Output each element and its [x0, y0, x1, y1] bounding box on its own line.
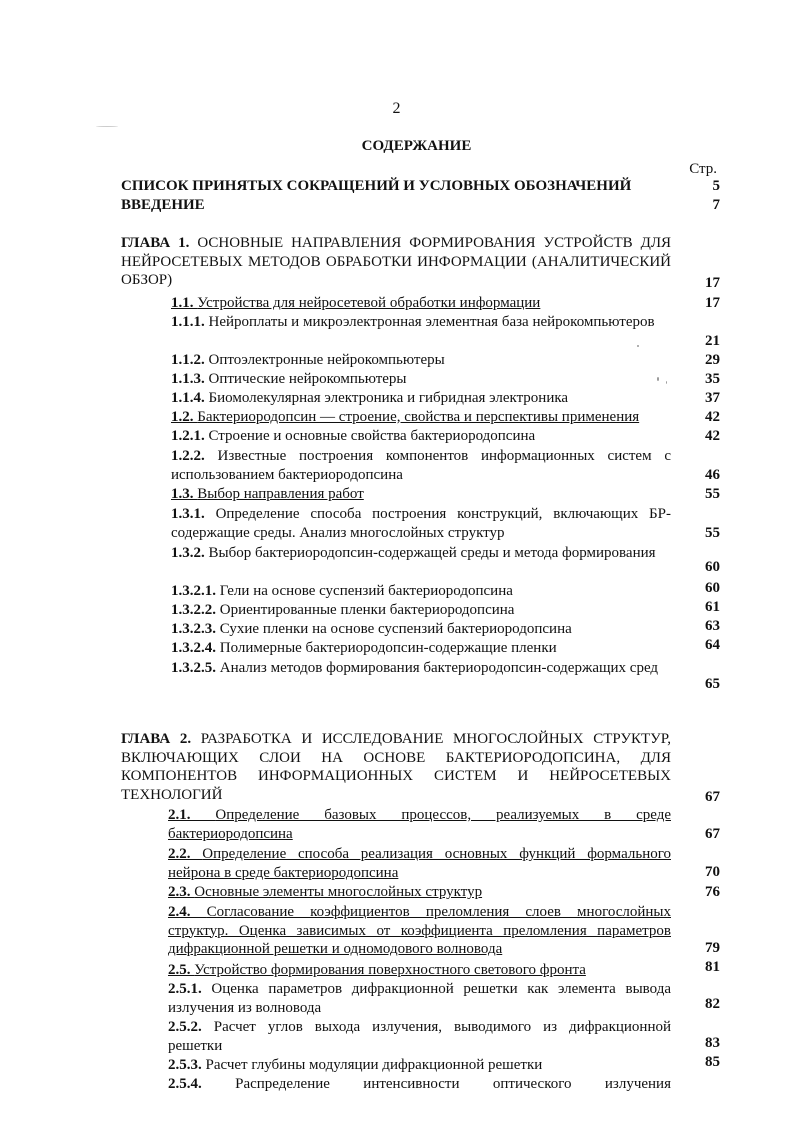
toc-subsection-text: Гели на основе суспензий бактериородопсина [219, 583, 513, 599]
toc-subsection-number: 1.3.1. [171, 506, 205, 522]
toc-entry-page: 46 [705, 467, 720, 483]
toc-subsection-number: 2.5.3. [168, 1057, 202, 1073]
toc-subsection-text: Ориентированные пленки бактериородопсина [219, 602, 515, 618]
scan-speck [637, 345, 639, 347]
toc-entry-page: 17 [705, 295, 720, 311]
toc-subsection-number: 1.1.4. [171, 390, 205, 406]
toc-subsection-number: 1.3.2.2. [171, 602, 216, 618]
toc-section-number: 2.5. [168, 962, 191, 978]
toc-entry-page: 42 [705, 409, 720, 425]
toc-entry-page: 37 [705, 390, 720, 406]
page-title: СОДЕРЖАНИЕ [361, 138, 472, 154]
toc-chapter-text: РАЗРАБОТКА И ИССЛЕДОВАНИЕ МНОГОСЛОЙНЫХ СТРУКТУР, ВКЛЮЧАЮЩИХ СЛОИ НА ОСНОВЕ БАКТЕРИОРОДОПСИНА, ДЛЯ КОМПОНЕНТОВ ИНФОРМАЦИОННЫХ СИСТЕМ И НЕЙРОСЕТЕВЫХ ТЕХНОЛОГИЙ [121, 731, 671, 803]
toc-subsection-number: 1.3.2.1. [171, 583, 216, 599]
toc-section-text: Определение базовых процессов, реализуемых в среде бактериородопсина [168, 807, 671, 842]
toc-subsection-text: Выбор бактериородопсин-содержащей среды и метода формирования [208, 545, 656, 561]
toc-entry-page: 60 [705, 559, 720, 575]
toc-subsection-number: 1.1.1. [171, 314, 205, 330]
toc-entry-page: 7 [712, 197, 720, 213]
toc-chapter-number: ГЛАВА 2. [121, 731, 192, 747]
toc-section-text: Основные элементы многослойных структур [194, 884, 483, 900]
toc-section-number: 2.3. [168, 884, 191, 900]
toc-subsection-number: 1.2.2. [171, 448, 205, 464]
toc-section-text: Устройства для нейросетевой обработки информации [197, 295, 541, 311]
toc-entry-text: СПИСОК ПРИНЯТЫХ СОКРАЩЕНИЙ И УСЛОВНЫХ ОБОЗНАЧЕНИЙ [121, 178, 632, 194]
toc-entry-page: 65 [705, 676, 720, 692]
toc-entry-page: 67 [705, 826, 720, 842]
toc-entry-page: 79 [705, 940, 720, 956]
toc-section-number: 1.1. [171, 295, 194, 311]
toc-subsection-text: Распределение интенсивности оптического излучения [235, 1076, 671, 1092]
toc-subsection-number: 1.3.2.5. [171, 660, 216, 676]
toc-section-number: 2.4. [168, 904, 191, 920]
toc-subsection-text: Биомолекулярная электроника и гибридная электроника [208, 390, 569, 406]
toc-entry-page: 85 [705, 1054, 720, 1070]
toc-entry-page: 63 [705, 618, 720, 634]
page-number: 2 [392, 100, 401, 117]
toc-subsection-number: 2.5.1. [168, 981, 202, 997]
scan-speck [96, 126, 118, 127]
toc-entry-page: 55 [705, 525, 720, 541]
toc-section-number: 2.1. [168, 807, 191, 823]
toc-entry-page: 29 [705, 352, 720, 368]
toc-subsection-number: 1.3.2.4. [171, 640, 216, 656]
toc-subsection-text: Анализ методов формирования бактериородопсин-содержащих сред [219, 660, 659, 676]
toc-section-text: Бактериородопсин — строение, свойства и перспективы применения [197, 409, 640, 425]
toc-subsection-text: Расчет глубины модуляции дифракционной решетки [205, 1057, 543, 1073]
toc-subsection-number: 1.3.2. [171, 545, 205, 561]
toc-subsection-text: Оптоэлектронные нейрокомпьютеры [208, 352, 445, 368]
toc-entry-page: 55 [705, 486, 720, 502]
toc-entry-page: 70 [705, 864, 720, 880]
scan-speck [657, 377, 659, 381]
toc-entry-page: 42 [705, 428, 720, 444]
toc-chapter-number: ГЛАВА 1. [121, 235, 190, 251]
toc-subsection-text: Нейроплаты и микроэлектронная элементная база нейрокомпьютеров [208, 314, 655, 330]
toc-entry-page: 81 [705, 959, 720, 975]
toc-section-text: Определение способа реализация основных функций формального нейрона в среде бактериородопсина [168, 846, 671, 881]
scan-speck [666, 381, 667, 384]
toc-section-text: Согласование коэффициентов преломления слоев многослойных структур. Оценка зависимых от коэффициента преломления параметров дифракционной решетки и одномодового волновода [168, 904, 671, 957]
toc-entry-page: 21 [705, 333, 720, 349]
toc-subsection-number: 2.5.2. [168, 1019, 202, 1035]
toc-subsection-text: Оптические нейрокомпьютеры [208, 371, 407, 387]
toc-entry-page: 61 [705, 599, 720, 615]
toc-subsection-text: Определение способа построения конструкций, включающих БР-содержащие среды. Анализ многослойных структур [171, 506, 671, 541]
toc-subsection-number: 1.3.2.3. [171, 621, 216, 637]
toc-subsection-text: Строение и основные свойства бактериородопсина [208, 428, 536, 444]
toc-entry-page: 82 [705, 996, 720, 1012]
toc-section-text: Выбор направления работ [197, 486, 364, 502]
toc-section-number: 2.2. [168, 846, 191, 862]
toc-entry-page: 5 [712, 178, 720, 194]
toc-subsection-text: Известные построения компонентов информационных систем с использованием бактериородопсина [171, 448, 671, 483]
toc-entry-page: 17 [705, 275, 720, 291]
toc-entry-page: 67 [705, 789, 720, 805]
toc-subsection-number: 1.1.2. [171, 352, 205, 368]
toc-entry-page: 83 [705, 1035, 720, 1051]
toc-subsection-number: 1.2.1. [171, 428, 205, 444]
toc-entry-page: 60 [705, 580, 720, 596]
toc-entry-page: 76 [705, 884, 720, 900]
toc-subsection-text: Сухие пленки на основе суспензий бактериородопсина [219, 621, 572, 637]
toc-entry-page: 64 [705, 637, 720, 653]
toc-subsection-number: 2.5.4. [168, 1076, 202, 1092]
toc-subsection-number: 1.1.3. [171, 371, 205, 387]
toc-section-number: 1.3. [171, 486, 194, 502]
page-column-label: Стр. [689, 161, 717, 177]
toc-subsection-text: Оценка параметров дифракционной решетки как элемента вывода излучения из волновода [168, 981, 671, 1016]
toc-chapter-text: ОСНОВНЫЕ НАПРАВЛЕНИЯ ФОРМИРОВАНИЯ УСТРОЙСТВ ДЛЯ НЕЙРОСЕТЕВЫХ МЕТОДОВ ОБРАБОТКИ ИНФОРМАЦИИ (АНАЛИТИЧЕСКИЙ ОБЗОР) [121, 235, 672, 288]
toc-section-text: Устройство формирования поверхностного светового фронта [194, 962, 586, 978]
toc-entry-text: ВВЕДЕНИЕ [121, 197, 205, 213]
toc-entry-page: 35 [705, 371, 720, 387]
toc-section-number: 1.2. [171, 409, 194, 425]
toc-subsection-text: Расчет углов выхода излучения, выводимого из дифракционной решетки [168, 1019, 672, 1054]
toc-subsection-text: Полимерные бактериородопсин-содержащие пленки [219, 640, 557, 656]
